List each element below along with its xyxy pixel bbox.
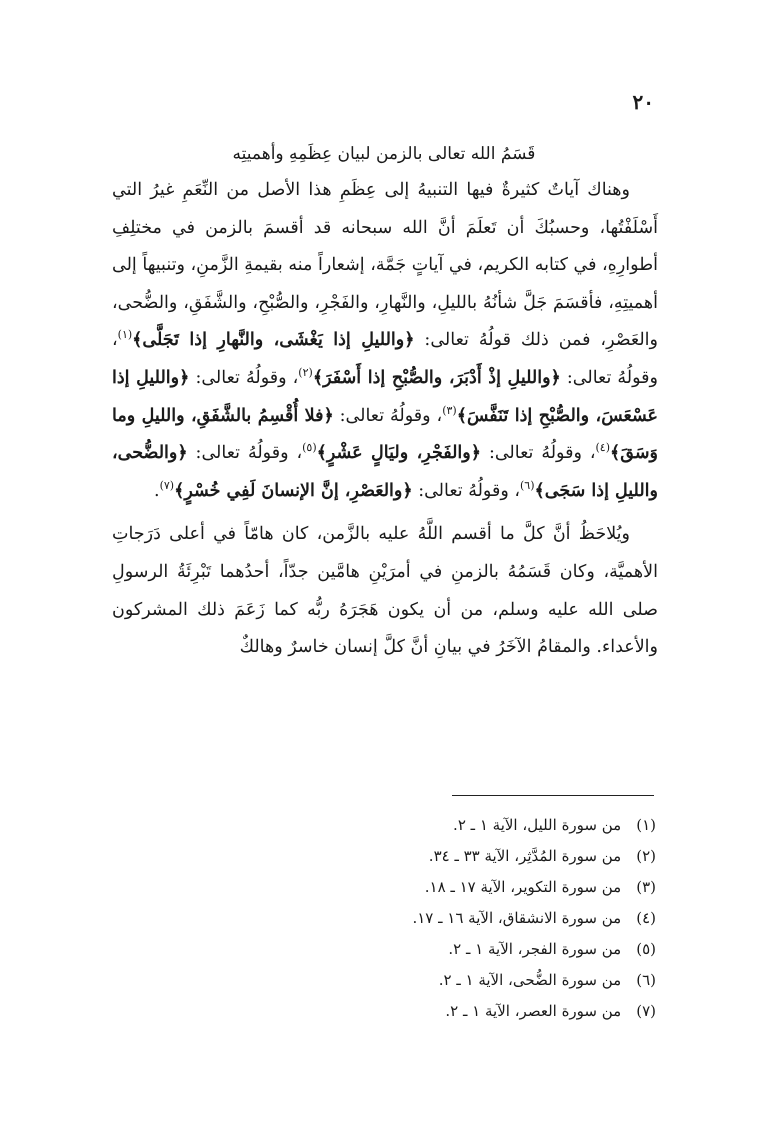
footnote-ref-2: (٢) — [298, 366, 313, 380]
quran-verse-3: ﴿والليلِ إذا عَسْعَسَ، والصُّبْحِ إذا تَنَفَّسَ﴾ — [112, 367, 658, 426]
footnote-text: من سورة الليل، الآية ١ ـ ٢. — [453, 816, 622, 834]
paragraph-2: ويُلاحَظُ أنَّ كلَّ ما أقسم اللَّهُ عليه بالزَّمن، كان هامّاً في أعلى دَرَجاتِ الأهميَّة، وكان قَسَمُهُ بالزمنِ في أمرَيْنِ هامَّين جدّاً، أحدُهما تَبْرِئَةُ الرسولِ صلى الله عليه وسلم، من أن يكون هَجَرَهُ ربُّه كما زَعَمَ ذلك المشركون والأعداء. والمقامُ الآخَرُ في بيانِ أنَّ كلَّ إنسان خاسرٌ وهالكٌ — [112, 524, 658, 658]
connector-3: ، وقولُهُ تعالى: — [333, 405, 443, 426]
footnote-5 — [230, 934, 656, 965]
connector-4: ، وقولُهُ تعالى: — [481, 443, 596, 464]
footnote-2 — [230, 841, 656, 872]
paragraph-1-intro: وهناك آياتٌ كثيرةٌ فيها التنبيهُ إلى عِظَمِ هذا الأصل من النِّعَمِ غيرُ التي أَسْلَفْتُها، وحسبُكَ أن تَعلَمَ أنَّ الله سبحانه قد أقسمَ بالزمن في مختلِفِ أطوارِهِ، في كتابه الكريم، في آياتٍ جَمَّة، إشعاراً منه بقيمةِ الزَّمنِ، وتنبيهاً إلى أهميتِهِ، فأقسَمَ جَلَّ شأنُهُ بالليلِ، والنَّهارِ، والفَجْرِ، والصُّبْحِ، والشَّفَقِ، والضُّحى، والعَصْرِ، فمن ذلك قولُهُ تعالى: — [112, 180, 658, 351]
footnote-number: (٧) — [636, 1002, 656, 1020]
footnote-4 — [230, 903, 656, 934]
footnote-ref-4: (٤) — [595, 441, 611, 455]
footnote-ref-5: (٥) — [302, 441, 317, 455]
quran-verse-1: ﴿والليلِ إذا يَغْشَى، والنَّهارِ إذا تَجَلَّى﴾ — [132, 330, 415, 351]
paragraph-1 — [112, 172, 658, 510]
footnote-number: (٢) — [636, 847, 656, 865]
footnote-divider — [452, 795, 654, 796]
footnote-ref-6: (٦) — [520, 478, 535, 492]
connector-1: ، وقولُهُ تعالى: — [112, 330, 658, 388]
quran-verse-2: ﴿والليلِ إذْ أَدْبَرَ، والصُّبْحِ إذا أَسْفَرَ﴾ — [312, 367, 561, 388]
footnotes — [230, 810, 656, 1027]
quran-verse-4: ﴿فلا أُقْسِمُ بالشَّفَقِ، والليلِ وما وَسَقَ﴾ — [112, 405, 658, 464]
footnote-number: (٥) — [636, 940, 656, 958]
quran-verse-6: ﴿والضُّحى، والليلِ إذا سَجَى﴾ — [112, 443, 658, 501]
connector-5: ، وقولُهُ تعالى: — [187, 443, 303, 464]
footnote-text: من سورة الضُّحى، الآية ١ ـ ٢. — [438, 971, 622, 989]
footnote-ref-3: (٣) — [442, 403, 457, 417]
connector-6: ، وقولُهُ تعالى: — [412, 480, 520, 501]
footnote-7 — [230, 996, 656, 1027]
footnote-1 — [230, 810, 656, 841]
footnote-text: من سورة المُدَّثِر، الآية ٣٣ ـ ٣٤. — [428, 847, 622, 865]
footnote-text: من سورة الفجر، الآية ١ ـ ٢. — [448, 940, 622, 958]
footnote-text: من سورة العصر، الآية ١ ـ ٢. — [445, 1002, 622, 1020]
footnote-number: (١) — [636, 816, 656, 834]
footnote-ref-7: (٧) — [159, 478, 175, 492]
footnote-3 — [230, 872, 656, 903]
footnote-ref-1: (١) — [117, 328, 133, 342]
page-number: ٢٠ — [632, 90, 654, 114]
footnote-text: من سورة التكوير، الآية ١٧ ـ ١٨. — [424, 878, 622, 896]
footnote-6 — [230, 965, 656, 996]
footnote-text: من سورة الانشقاق، الآية ١٦ ـ ١٧. — [412, 909, 622, 927]
footnote-number: (٣) — [636, 878, 656, 896]
connector-2: ، وقولُهُ تعالى: — [189, 367, 299, 388]
quran-verse-5: ﴿والفَجْرِ، وليَالٍ عَشْرٍ﴾ — [316, 443, 481, 464]
paragraph-1-end: . — [154, 480, 160, 501]
footnote-number: (٦) — [636, 971, 656, 989]
footnote-number: (٤) — [636, 909, 656, 927]
body-text — [112, 172, 658, 667]
section-heading: قَسَمُ الله تعالى بالزمن لبيان عِظَمِهِ وأهميتِه — [232, 144, 536, 164]
quran-verse-7: ﴿والعَصْرِ، إنَّ الإنسانَ لَفِي خُسْرٍ﴾ — [174, 480, 413, 501]
